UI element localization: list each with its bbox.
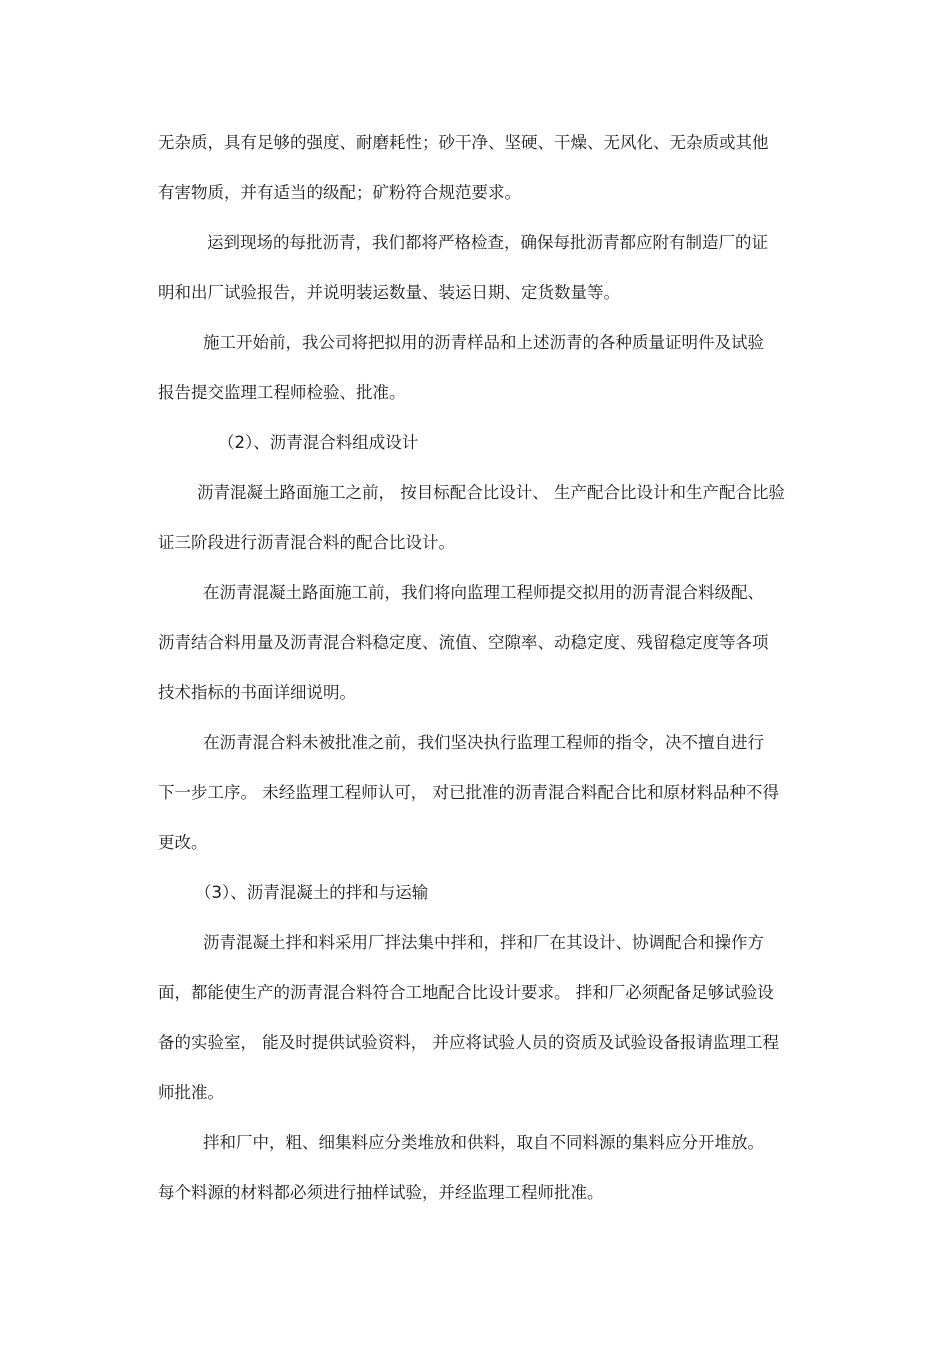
- text-line: 技术指标的书面详细说明。: [158, 683, 356, 702]
- section-heading: （3）、沥青混凝土的拌和与运输: [195, 883, 429, 902]
- text-line: 备的实验室， 能及时提供试验资料， 并应将试验人员的资质及试验设备报请监理工程: [158, 1033, 779, 1052]
- text-line: 师批准。: [158, 1083, 224, 1102]
- text-line: 沥青混凝土路面施工之前， 按目标配合比设计、 生产配合比设计和生产配合比验: [197, 483, 785, 502]
- text-line: 在沥青混凝土路面施工前，我们将向监理工程师提交拟用的沥青混合料级配、: [203, 583, 764, 602]
- text-line: 无杂质，具有足够的强度、耐磨耗性；砂干净、坚硬、干燥、无风化、无杂质或其他: [158, 133, 769, 152]
- text-line: 报告提交监理工程师检验、批准。: [158, 383, 406, 402]
- text-line: 沥青结合料用量及沥青混合料稳定度、流值、空隙率、动稳定度、残留稳定度等各项: [158, 633, 769, 652]
- text-line: 更改。: [158, 833, 208, 852]
- text-line: 面，都能使生产的沥青混合料符合工地配合比设计要求。 拌和厂必须配备足够试验设: [158, 983, 774, 1002]
- text-line: 明和出厂试验报告，并说明装运数量、装运日期、定货数量等。: [158, 283, 620, 302]
- text-line: 有害物质，并有适当的级配；矿粉符合规范要求。: [158, 183, 521, 202]
- text-line: 沥青混凝土拌和料采用厂拌法集中拌和，拌和厂在其设计、协调配合和操作方: [203, 933, 764, 952]
- text-line: 拌和厂中，粗、细集料应分类堆放和供料，取自不同料源的集料应分开堆放。: [203, 1133, 764, 1152]
- text-line: 运到现场的每批沥青，我们都将严格检查，确保每批沥青都应附有制造厂的证: [207, 233, 768, 252]
- section-heading: （2）、沥青混合料组成设计: [218, 433, 419, 452]
- text-line: 每个料源的材料都必须进行抽样试验，并经监理工程师批准。: [158, 1183, 604, 1202]
- text-line: 施工开始前，我公司将把拟用的沥青样品和上述沥青的各种质量证明件及试验: [203, 333, 764, 352]
- text-line: 证三阶段进行沥青混合料的配合比设计。: [158, 533, 455, 552]
- text-line: 下一步工序。 未经监理工程师认可， 对已批准的沥青混合料配合比和原材料品种不得: [158, 783, 779, 802]
- text-line: 在沥青混合料未被批准之前，我们坚决执行监理工程师的指令，决不擅自进行: [203, 733, 764, 752]
